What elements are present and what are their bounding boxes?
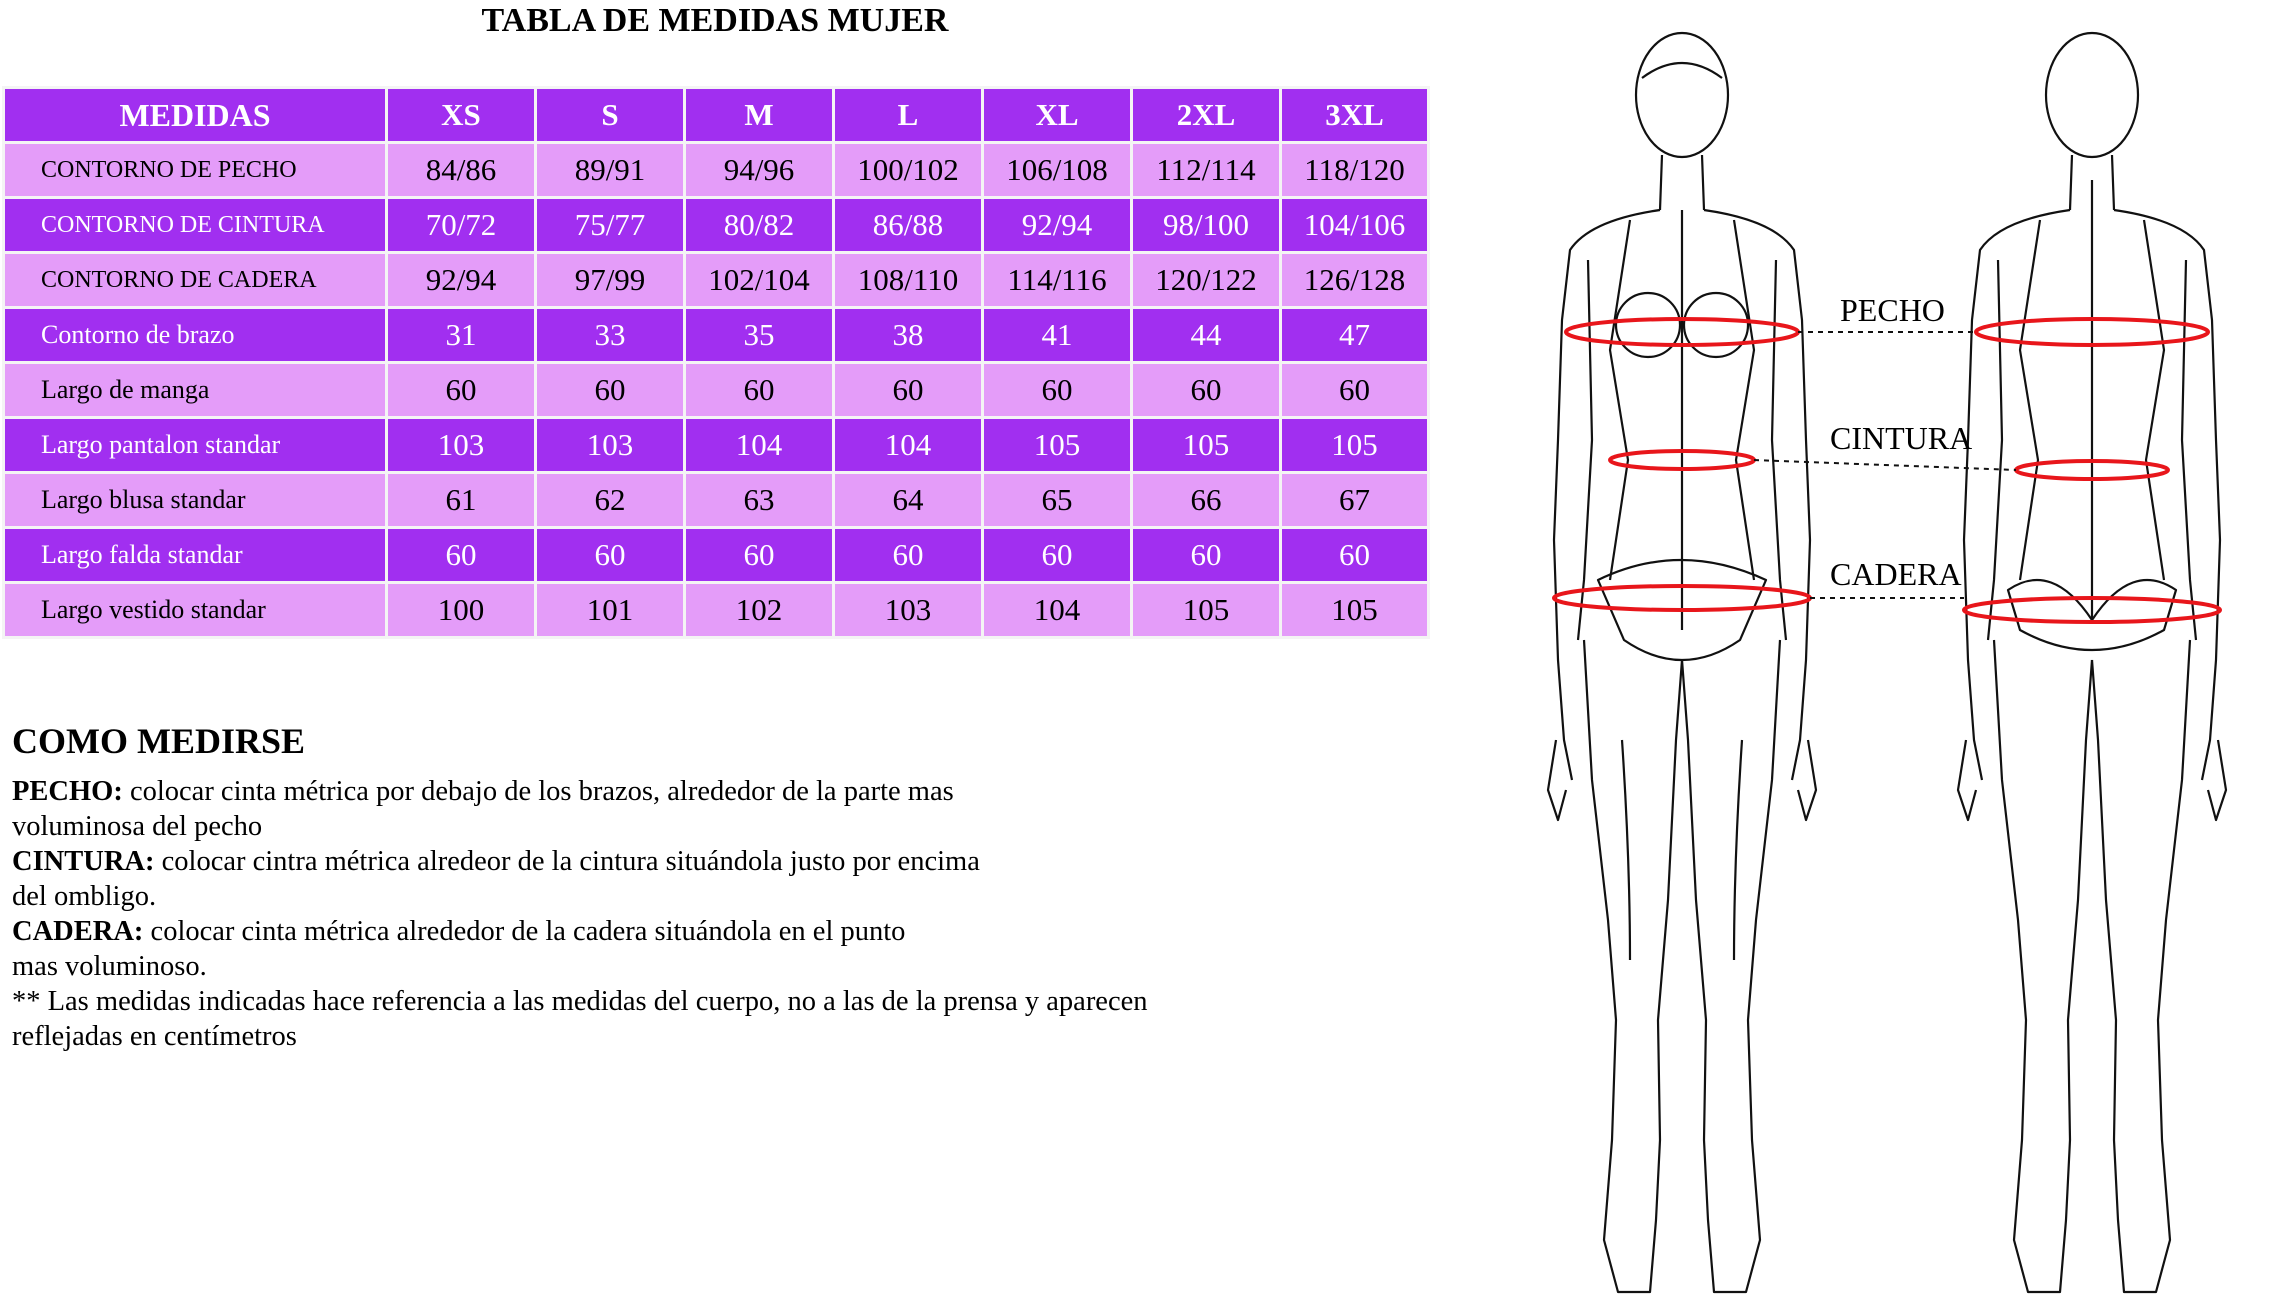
table-cell: 31: [387, 308, 536, 363]
table-row: [4, 528, 1429, 583]
table-cell: 112/114: [1132, 143, 1281, 198]
table-cell: 120/122: [1132, 253, 1281, 308]
front-figure: [1548, 33, 1816, 1292]
table-cell: 103: [834, 583, 983, 638]
instruction-term: CINTURA:: [12, 846, 155, 877]
row-label: Largo falda standar: [4, 528, 387, 583]
table-cell: 104/106: [1281, 198, 1429, 253]
table-row: [4, 363, 1429, 418]
table-cell: 65: [983, 473, 1132, 528]
figure-label-waist: CINTURA: [1830, 420, 1973, 456]
table-cell: 98/100: [1132, 198, 1281, 253]
table-cell: 62: [536, 473, 685, 528]
table-cell: 105: [1132, 583, 1281, 638]
instruction-text: colocar cinta métrica por debajo de los brazos, alrededor de la parte mas: [122, 776, 954, 807]
table-cell: 80/82: [685, 198, 834, 253]
instruction-text: colocar cinta métrica alrededor de la cadera situándola en el punto: [143, 916, 906, 947]
row-label: CONTORNO DE PECHO: [4, 143, 387, 198]
page-title: TABLA DE MEDIDAS MUJER: [481, 2, 949, 39]
table-cell: 100: [387, 583, 536, 638]
header-2xl: 2XL: [1132, 88, 1281, 143]
table-cell: 89/91: [536, 143, 685, 198]
waist-pointer-line: [1754, 460, 2016, 470]
table-cell: 60: [387, 363, 536, 418]
header-xl: XL: [983, 88, 1132, 143]
table-row: [4, 418, 1429, 473]
how-to-heading: COMO MEDIRSE: [12, 721, 306, 761]
back-figure: [1958, 33, 2226, 1292]
table-cell: 60: [536, 528, 685, 583]
table-cell: 63: [685, 473, 834, 528]
table-cell: 60: [685, 363, 834, 418]
table-cell: 35: [685, 308, 834, 363]
instruction-text: del ombligo.: [12, 881, 157, 912]
table-cell: 44: [1132, 308, 1281, 363]
size-chart-table: [2, 86, 1430, 639]
table-cell: 38: [834, 308, 983, 363]
note-text: ** Las medidas indicadas hace referencia a las medidas del cuerpo, no a las de la prensa y aparecen: [12, 986, 1148, 1017]
header-xs: XS: [387, 88, 536, 143]
table-cell: 84/86: [387, 143, 536, 198]
table-cell: 60: [1132, 528, 1281, 583]
table-row: [4, 253, 1429, 308]
how-to-measure-section: [12, 720, 1362, 1054]
table-cell: 101: [536, 583, 685, 638]
row-label: Contorno de brazo: [4, 308, 387, 363]
table-cell: 104: [983, 583, 1132, 638]
table-cell: 60: [1132, 363, 1281, 418]
figure-label-chest: PECHO: [1840, 292, 1945, 328]
table-row: [4, 308, 1429, 363]
table-cell: 64: [834, 473, 983, 528]
table-cell: 92/94: [983, 198, 1132, 253]
table-cell: 105: [1132, 418, 1281, 473]
instruction-term: CADERA:: [12, 916, 144, 947]
row-label: Largo vestido standar: [4, 583, 387, 638]
table-cell: 60: [685, 528, 834, 583]
instruction-term: PECHO:: [12, 776, 123, 807]
table-cell: 114/116: [983, 253, 1132, 308]
table-row: [4, 473, 1429, 528]
table-cell: 126/128: [1281, 253, 1429, 308]
table-cell: 94/96: [685, 143, 834, 198]
table-cell: 60: [1281, 363, 1429, 418]
measurement-note: [12, 984, 1362, 1054]
table-cell: 60: [387, 528, 536, 583]
table-cell: 105: [983, 418, 1132, 473]
table-cell: 60: [834, 528, 983, 583]
instruction-text: voluminosa del pecho: [12, 811, 263, 842]
table-cell: 60: [536, 363, 685, 418]
table-cell: 41: [983, 308, 1132, 363]
instruction-text: mas voluminoso.: [12, 951, 207, 982]
table-cell: 75/77: [536, 198, 685, 253]
instruction-text: colocar cintra métrica alredeor de la cintura situándola justo por encima: [154, 846, 980, 877]
table-cell: 92/94: [387, 253, 536, 308]
table-cell: 104: [685, 418, 834, 473]
table-cell: 103: [387, 418, 536, 473]
body-outline-illustration: [1500, 20, 2274, 1302]
note-text: reflejadas en centímetros: [12, 1021, 297, 1052]
table-cell: 33: [536, 308, 685, 363]
table-cell: 60: [983, 528, 1132, 583]
table-cell: 103: [536, 418, 685, 473]
table-cell: 86/88: [834, 198, 983, 253]
table-cell: 61: [387, 473, 536, 528]
header-3xl: 3XL: [1281, 88, 1429, 143]
row-label: Largo blusa standar: [4, 473, 387, 528]
instruction-chest: [12, 774, 1362, 844]
table-cell: 105: [1281, 418, 1429, 473]
table-cell: 102/104: [685, 253, 834, 308]
table-cell: 60: [1281, 528, 1429, 583]
table-cell: 100/102: [834, 143, 983, 198]
header-m: M: [685, 88, 834, 143]
table-cell: 105: [1281, 583, 1429, 638]
table-cell: 104: [834, 418, 983, 473]
header-s: S: [536, 88, 685, 143]
table-cell: 97/99: [536, 253, 685, 308]
table-row: [4, 583, 1429, 638]
row-label: CONTORNO DE CADERA: [4, 253, 387, 308]
instruction-waist: [12, 844, 1362, 914]
figure-label-hip: CADERA: [1830, 556, 1962, 592]
table-cell: 108/110: [834, 253, 983, 308]
table-cell: 60: [834, 363, 983, 418]
table-row: [4, 143, 1429, 198]
instruction-hip: [12, 914, 1362, 984]
body-measurement-figure: [1500, 20, 2274, 1302]
header-l: L: [834, 88, 983, 143]
table-cell: 70/72: [387, 198, 536, 253]
row-label: Largo pantalon standar: [4, 418, 387, 473]
row-label: Largo de manga: [4, 363, 387, 418]
table-row: [4, 198, 1429, 253]
table-cell: 47: [1281, 308, 1429, 363]
header-medidas: MEDIDAS: [4, 88, 387, 143]
table-cell: 67: [1281, 473, 1429, 528]
table-header-row: [4, 88, 1429, 143]
row-label: CONTORNO DE CINTURA: [4, 198, 387, 253]
table-cell: 118/120: [1281, 143, 1429, 198]
table-cell: 102: [685, 583, 834, 638]
table-cell: 66: [1132, 473, 1281, 528]
table-cell: 60: [983, 363, 1132, 418]
table-cell: 106/108: [983, 143, 1132, 198]
